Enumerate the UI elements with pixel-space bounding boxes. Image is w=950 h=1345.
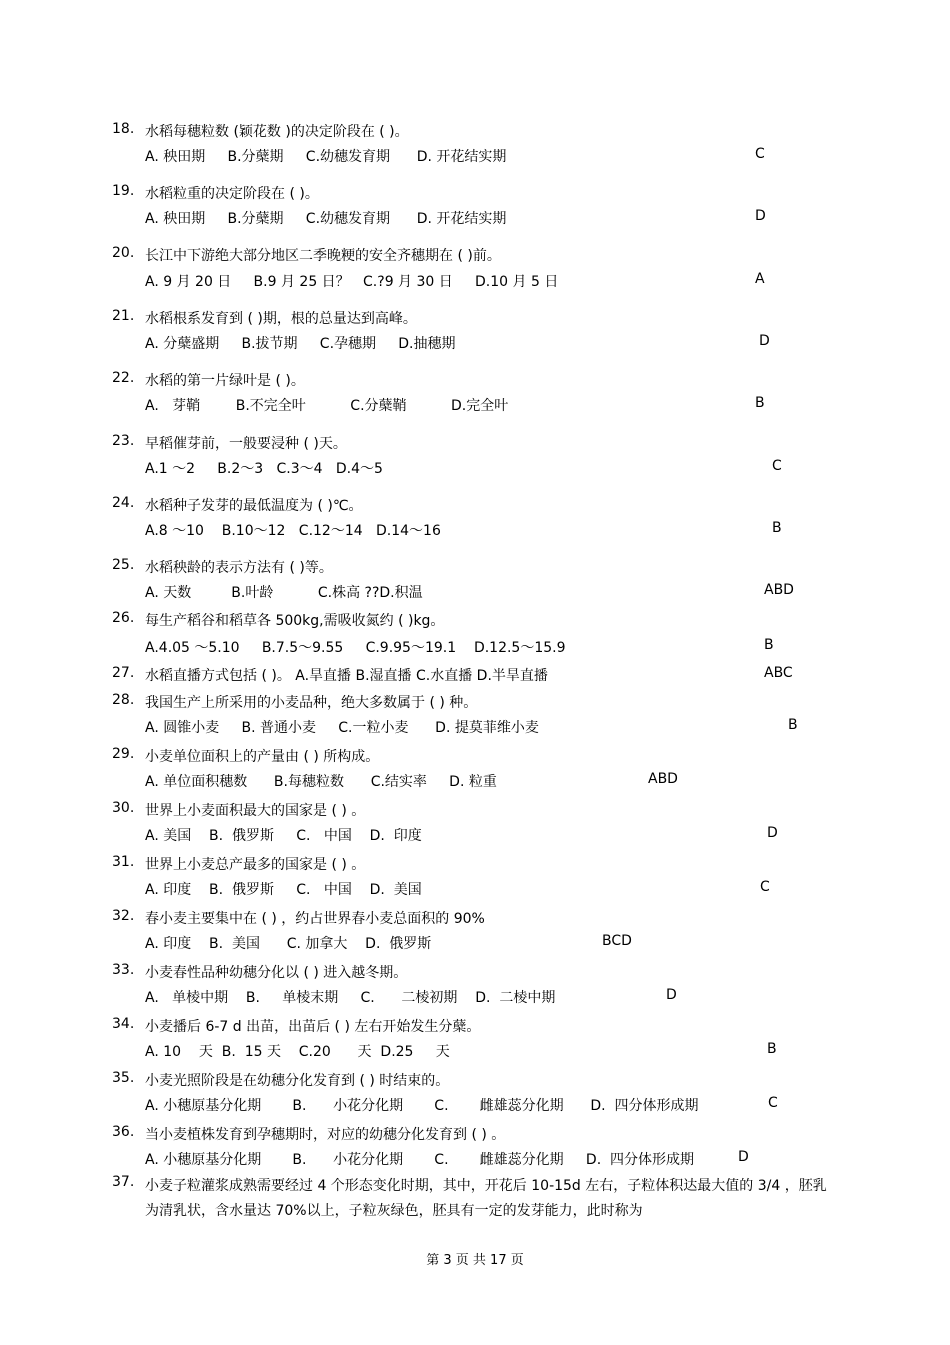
question-stem: 水稻种子发芽的最低温度为 ( )℃。 <box>145 498 363 514</box>
question-options: A. 印度 B. 美国 C. 加拿大 D. 俄罗斯 <box>145 936 432 952</box>
question-stem: 长江中下游绝大部分地区二季晚粳的安全齐穗期在 ( )前。 <box>145 248 501 264</box>
question-stem: 小麦子粒灌浆成熟需要经过 4 个形态变化时期，其中，开花后 10-15d 左右，子粒体积达最大值的 3/4 ，胚乳为清乳状，含水量达 70%以上，子粒灰绿色，胚具有一定的发芽能力，此时称为 <box>145 1178 827 1219</box>
question-options: A. 秧田期 B.分蘖期 C.幼穗发育期 D. 开花结实期 <box>145 149 507 165</box>
question-options: A. 秧田期 B.分蘖期 C.幼穗发育期 D. 开花结实期 <box>145 211 507 227</box>
question-stem: 水稻的第一片绿叶是 ( )。 <box>145 373 305 389</box>
question-answer: C <box>755 146 765 162</box>
question-stem: 小麦单位面积上的产量由 ( ) 所构成。 <box>145 749 380 765</box>
question-number: 27. <box>112 665 135 681</box>
question-number: 20. <box>112 245 135 261</box>
question-stem: 水稻直播方式包括 ( )。 A.旱直播 B.湿直播 C.水直播 D.半旱直播 <box>145 668 548 684</box>
question-stem: 小麦春性品种幼穗分化以 ( ) 进入越冬期。 <box>145 965 408 981</box>
question-options: A. 单位面积穗数 B.每穗粒数 C.结实率 D. 粒重 <box>145 774 497 790</box>
question-answer: A <box>755 271 765 287</box>
question-stem: 小麦光照阶段是在幼穗分化发育到 ( ) 时结束的。 <box>145 1073 450 1089</box>
question-number: 24. <box>112 495 135 511</box>
question-options: A. 分蘖盛期 B.拔节期 C.孕穗期 D.抽穗期 <box>145 336 456 352</box>
question-stem: 春小麦主要集中在 ( ) ，约占世界春小麦总面积的 90% <box>145 911 485 927</box>
question-answer: ABD <box>764 582 794 598</box>
question-stem: 水稻根系发育到 ( )期，根的总量达到高峰。 <box>145 311 417 327</box>
question-options: A.8 ～10 B.10～12 C.12～14 D.14～16 <box>145 523 441 539</box>
question-stem: 世界上小麦总产最多的国家是 ( ) 。 <box>145 857 366 873</box>
question-options: A.1 ～2 B.2～3 C.3～4 D.4～5 <box>145 461 383 477</box>
question-options: A. 印度 B. 俄罗斯 C. 中国 D. 美国 <box>145 882 422 898</box>
question-number: 34. <box>112 1016 135 1032</box>
question-answer: D <box>755 208 766 224</box>
question-stem: 早稻催芽前，一般要浸种 ( )天。 <box>145 436 347 452</box>
question-answer: B <box>764 637 774 653</box>
question-number: 29. <box>112 746 135 762</box>
question-options: A.4.05 ～5.10 B.7.5～9.55 C.9.95～19.1 D.12.5～15.9 <box>145 640 566 656</box>
question-answer: D <box>738 1149 749 1165</box>
question-number: 31. <box>112 854 135 870</box>
question-stem: 小麦播后 6-7 d 出苗，出苗后 ( ) 左右开始发生分蘖。 <box>145 1019 481 1035</box>
question-number: 22. <box>112 370 135 386</box>
question-options: A. 美国 B. 俄罗斯 C. 中国 D. 印度 <box>145 828 422 844</box>
question-stem: 世界上小麦面积最大的国家是 ( ) 。 <box>145 803 366 819</box>
question-number: 30. <box>112 800 135 816</box>
question-answer: B <box>772 520 782 536</box>
question-answer: ABD <box>648 771 678 787</box>
question-answer: ABC <box>764 665 793 681</box>
question-number: 36. <box>112 1124 135 1140</box>
question-answer: D <box>666 987 677 1003</box>
question-options: A. 9 月 20 日 B.9 月 25 日？ C.?9 月 30 日 D.10 月 5 日 <box>145 274 559 290</box>
question-stem: 水稻每穗粒数 (颖花数 )的决定阶段在 ( )。 <box>145 124 409 140</box>
question-answer: D <box>767 825 778 841</box>
question-answer: D <box>759 333 770 349</box>
question-stem: 当小麦植株发育到孕穗期时，对应的幼穗分化发育到 ( ) 。 <box>145 1127 506 1143</box>
question-options: A. 圆锥小麦 B. 普通小麦 C.一粒小麦 D. 提莫菲维小麦 <box>145 720 539 736</box>
question-number: 23. <box>112 433 135 449</box>
question-answer: BCD <box>602 933 632 949</box>
question-number: 33. <box>112 962 135 978</box>
question-options: A. 天数 B.叶龄 C.株高 ??D.积温 <box>145 585 423 601</box>
question-stem: 我国生产上所采用的小麦品种，绝大多数属于 ( ) 种。 <box>145 695 478 711</box>
question-answer: C <box>768 1095 778 1111</box>
question-stem: 水稻秧龄的表示方法有 ( )等。 <box>145 560 333 576</box>
question-number: 28. <box>112 692 135 708</box>
question-options: A. 小穗原基分化期 B. 小花分化期 C. 雌雄蕊分化期 D. 四分体形成期 <box>145 1098 699 1114</box>
question-number: 37. <box>112 1174 135 1190</box>
question-options: A. 小穗原基分化期 B. 小花分化期 C. 雌雄蕊分化期 D. 四分体形成期 <box>145 1152 695 1168</box>
question-answer: C <box>760 879 770 895</box>
question-number: 35. <box>112 1070 135 1086</box>
question-number: 19. <box>112 183 135 199</box>
question-number: 32. <box>112 908 135 924</box>
question-number: 18. <box>112 121 135 137</box>
question-stem: 每生产稻谷和稻草各 500kg,需吸收氮约 ( )kg。 <box>145 613 445 629</box>
question-answer: B <box>788 717 798 733</box>
question-options: A. 单棱中期 B. 单棱末期 C. 二棱初期 D. 二棱中期 <box>145 990 556 1006</box>
question-options: A. 10 天 B. 15 天 C.20 天 D.25 天 <box>145 1044 450 1060</box>
question-stem: 水稻粒重的决定阶段在 ( )。 <box>145 186 319 202</box>
question-answer: B <box>767 1041 777 1057</box>
question-answer: B <box>755 395 765 411</box>
question-number: 25. <box>112 557 135 573</box>
question-options: A. 芽鞘 B.不完全叶 C.分蘖鞘 D.完全叶 <box>145 398 509 414</box>
question-number: 26. <box>112 610 135 626</box>
question-number: 21. <box>112 308 135 324</box>
page-footer: 第 3 页 共 17 页 <box>426 1253 524 1268</box>
question-answer: C <box>772 458 782 474</box>
